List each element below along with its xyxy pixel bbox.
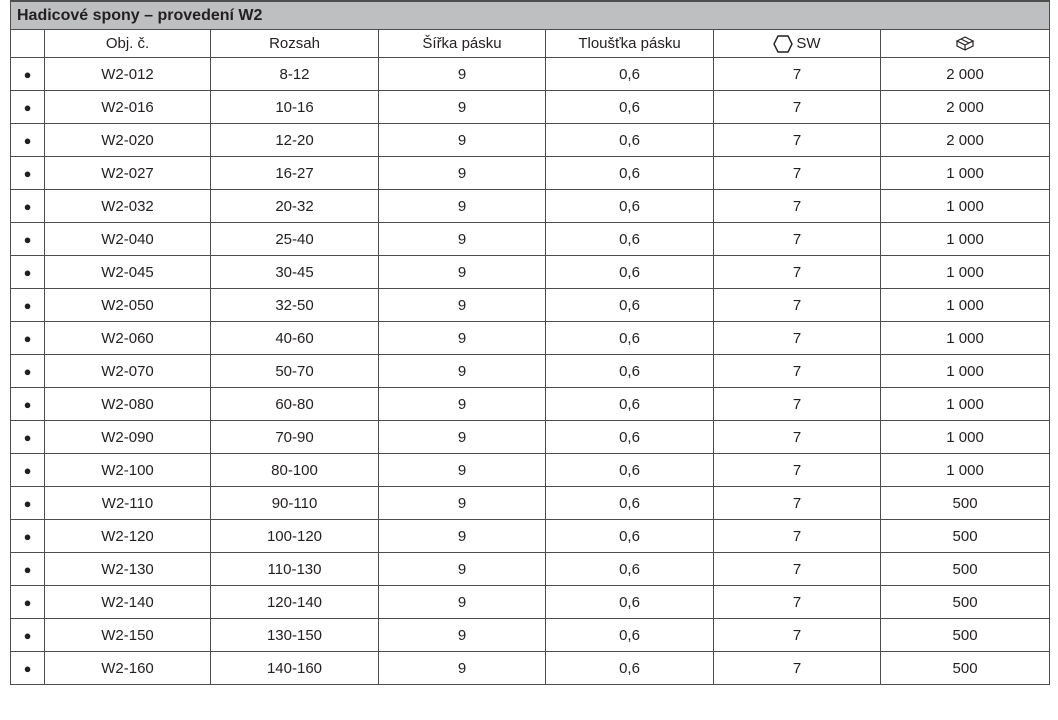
band-thickness-cell: 0,6	[546, 388, 714, 421]
range-cell: 20-32	[211, 190, 379, 223]
band-width-cell: 9	[379, 652, 546, 685]
range-cell: 50-70	[211, 355, 379, 388]
sw-cell: 7	[714, 454, 881, 487]
band-thickness-cell: 0,6	[546, 289, 714, 322]
bullet-cell: ●	[11, 190, 45, 223]
band-width-cell: 9	[379, 355, 546, 388]
table-row	[11, 91, 1050, 124]
header-band-thickness: Tloušťka pásku	[546, 30, 714, 58]
sw-cell: 7	[714, 256, 881, 289]
table-title-row	[11, 1, 1050, 30]
order-number-cell: W2-050	[45, 289, 211, 322]
package-qty-cell: 2 000	[881, 124, 1050, 157]
bullet-cell: ●	[11, 124, 45, 157]
order-number-cell: W2-100	[45, 454, 211, 487]
order-number-cell: W2-040	[45, 223, 211, 256]
package-qty-cell: 1 000	[881, 388, 1050, 421]
range-cell: 10-16	[211, 91, 379, 124]
package-qty-cell: 500	[881, 652, 1050, 685]
bullet-cell: ●	[11, 487, 45, 520]
bullet-cell: ●	[11, 553, 45, 586]
band-thickness-cell: 0,6	[546, 355, 714, 388]
product-table-container	[10, 0, 1049, 685]
sw-cell: 7	[714, 124, 881, 157]
table-row	[11, 388, 1050, 421]
band-width-cell: 9	[379, 487, 546, 520]
band-width-cell: 9	[379, 388, 546, 421]
range-cell: 120-140	[211, 586, 379, 619]
sw-cell: 7	[714, 289, 881, 322]
table-body	[11, 58, 1050, 685]
bullet-cell: ●	[11, 388, 45, 421]
header-sw-label: SW	[796, 35, 821, 53]
band-width-cell: 9	[379, 190, 546, 223]
bullet-cell: ●	[11, 421, 45, 454]
sw-cell: 7	[714, 388, 881, 421]
package-qty-cell: 2 000	[881, 91, 1050, 124]
band-width-cell: 9	[379, 520, 546, 553]
band-width-cell: 9	[379, 289, 546, 322]
package-qty-cell: 500	[881, 520, 1050, 553]
band-thickness-cell: 0,6	[546, 91, 714, 124]
sw-cell: 7	[714, 91, 881, 124]
bullet-cell: ●	[11, 223, 45, 256]
table-header-row	[11, 30, 1050, 58]
order-number-cell: W2-060	[45, 322, 211, 355]
sw-cell: 7	[714, 421, 881, 454]
header-bullet	[11, 30, 45, 58]
range-cell: 110-130	[211, 553, 379, 586]
band-thickness-cell: 0,6	[546, 487, 714, 520]
band-width-cell: 9	[379, 421, 546, 454]
range-cell: 40-60	[211, 322, 379, 355]
band-thickness-cell: 0,6	[546, 520, 714, 553]
range-cell: 140-160	[211, 652, 379, 685]
order-number-cell: W2-080	[45, 388, 211, 421]
band-width-cell: 9	[379, 454, 546, 487]
bullet-cell: ●	[11, 256, 45, 289]
package-qty-cell: 1 000	[881, 223, 1050, 256]
order-number-cell: W2-045	[45, 256, 211, 289]
range-cell: 8-12	[211, 58, 379, 91]
package-qty-cell: 1 000	[881, 190, 1050, 223]
bullet-cell: ●	[11, 619, 45, 652]
header-package	[881, 30, 1050, 58]
order-number-cell: W2-020	[45, 124, 211, 157]
bullet-cell: ●	[11, 58, 45, 91]
package-icon	[955, 36, 975, 52]
table-row	[11, 487, 1050, 520]
band-thickness-cell: 0,6	[546, 322, 714, 355]
band-width-cell: 9	[379, 223, 546, 256]
sw-cell: 7	[714, 520, 881, 553]
table-title: Hadicové spony – provedení W2	[11, 1, 1050, 30]
bullet-cell: ●	[11, 289, 45, 322]
hexagon-icon	[773, 35, 793, 53]
order-number-cell: W2-140	[45, 586, 211, 619]
bullet-cell: ●	[11, 586, 45, 619]
table-row	[11, 322, 1050, 355]
table-row	[11, 652, 1050, 685]
order-number-cell: W2-150	[45, 619, 211, 652]
order-number-cell: W2-090	[45, 421, 211, 454]
order-number-cell: W2-130	[45, 553, 211, 586]
band-width-cell: 9	[379, 553, 546, 586]
band-width-cell: 9	[379, 256, 546, 289]
band-width-cell: 9	[379, 91, 546, 124]
order-number-cell: W2-032	[45, 190, 211, 223]
band-thickness-cell: 0,6	[546, 124, 714, 157]
package-qty-cell: 1 000	[881, 454, 1050, 487]
bullet-cell: ●	[11, 454, 45, 487]
band-thickness-cell: 0,6	[546, 553, 714, 586]
table-row	[11, 124, 1050, 157]
package-qty-cell: 1 000	[881, 157, 1050, 190]
table-row	[11, 157, 1050, 190]
table-row	[11, 58, 1050, 91]
band-width-cell: 9	[379, 322, 546, 355]
package-qty-cell: 1 000	[881, 256, 1050, 289]
table-row	[11, 619, 1050, 652]
band-thickness-cell: 0,6	[546, 223, 714, 256]
order-number-cell: W2-110	[45, 487, 211, 520]
header-sw	[714, 30, 881, 58]
header-range: Rozsah	[211, 30, 379, 58]
hose-clamp-table	[10, 0, 1050, 685]
package-qty-cell: 1 000	[881, 322, 1050, 355]
range-cell: 70-90	[211, 421, 379, 454]
table-row	[11, 223, 1050, 256]
bullet-cell: ●	[11, 91, 45, 124]
table-row	[11, 256, 1050, 289]
sw-cell: 7	[714, 223, 881, 256]
band-width-cell: 9	[379, 586, 546, 619]
package-qty-cell: 1 000	[881, 421, 1050, 454]
order-number-cell: W2-070	[45, 355, 211, 388]
range-cell: 80-100	[211, 454, 379, 487]
table-row	[11, 520, 1050, 553]
range-cell: 12-20	[211, 124, 379, 157]
range-cell: 100-120	[211, 520, 379, 553]
sw-cell: 7	[714, 355, 881, 388]
table-row	[11, 190, 1050, 223]
band-width-cell: 9	[379, 619, 546, 652]
band-width-cell: 9	[379, 58, 546, 91]
bullet-cell: ●	[11, 157, 45, 190]
band-thickness-cell: 0,6	[546, 58, 714, 91]
sw-cell: 7	[714, 58, 881, 91]
table-row	[11, 586, 1050, 619]
range-cell: 130-150	[211, 619, 379, 652]
table-row	[11, 454, 1050, 487]
range-cell: 25-40	[211, 223, 379, 256]
bullet-cell: ●	[11, 652, 45, 685]
order-number-cell: W2-160	[45, 652, 211, 685]
range-cell: 16-27	[211, 157, 379, 190]
package-qty-cell: 1 000	[881, 289, 1050, 322]
package-qty-cell: 1 000	[881, 355, 1050, 388]
package-qty-cell: 500	[881, 586, 1050, 619]
band-thickness-cell: 0,6	[546, 256, 714, 289]
range-cell: 32-50	[211, 289, 379, 322]
order-number-cell: W2-120	[45, 520, 211, 553]
table-row	[11, 355, 1050, 388]
sw-cell: 7	[714, 487, 881, 520]
sw-cell: 7	[714, 619, 881, 652]
band-width-cell: 9	[379, 157, 546, 190]
header-band-width: Šířka pásku	[379, 30, 546, 58]
package-qty-cell: 500	[881, 487, 1050, 520]
band-thickness-cell: 0,6	[546, 190, 714, 223]
header-order-number: Obj. č.	[45, 30, 211, 58]
band-thickness-cell: 0,6	[546, 652, 714, 685]
sw-cell: 7	[714, 322, 881, 355]
sw-cell: 7	[714, 652, 881, 685]
bullet-cell: ●	[11, 322, 45, 355]
order-number-cell: W2-016	[45, 91, 211, 124]
sw-cell: 7	[714, 190, 881, 223]
sw-cell: 7	[714, 586, 881, 619]
band-width-cell: 9	[379, 124, 546, 157]
sw-cell: 7	[714, 157, 881, 190]
range-cell: 30-45	[211, 256, 379, 289]
range-cell: 60-80	[211, 388, 379, 421]
band-thickness-cell: 0,6	[546, 619, 714, 652]
range-cell: 90-110	[211, 487, 379, 520]
package-qty-cell: 500	[881, 553, 1050, 586]
package-qty-cell: 500	[881, 619, 1050, 652]
bullet-cell: ●	[11, 520, 45, 553]
table-row	[11, 553, 1050, 586]
package-qty-cell: 2 000	[881, 58, 1050, 91]
band-thickness-cell: 0,6	[546, 157, 714, 190]
table-row	[11, 289, 1050, 322]
table-row	[11, 421, 1050, 454]
band-thickness-cell: 0,6	[546, 454, 714, 487]
bullet-cell: ●	[11, 355, 45, 388]
sw-cell: 7	[714, 553, 881, 586]
band-thickness-cell: 0,6	[546, 421, 714, 454]
order-number-cell: W2-012	[45, 58, 211, 91]
band-thickness-cell: 0,6	[546, 586, 714, 619]
order-number-cell: W2-027	[45, 157, 211, 190]
